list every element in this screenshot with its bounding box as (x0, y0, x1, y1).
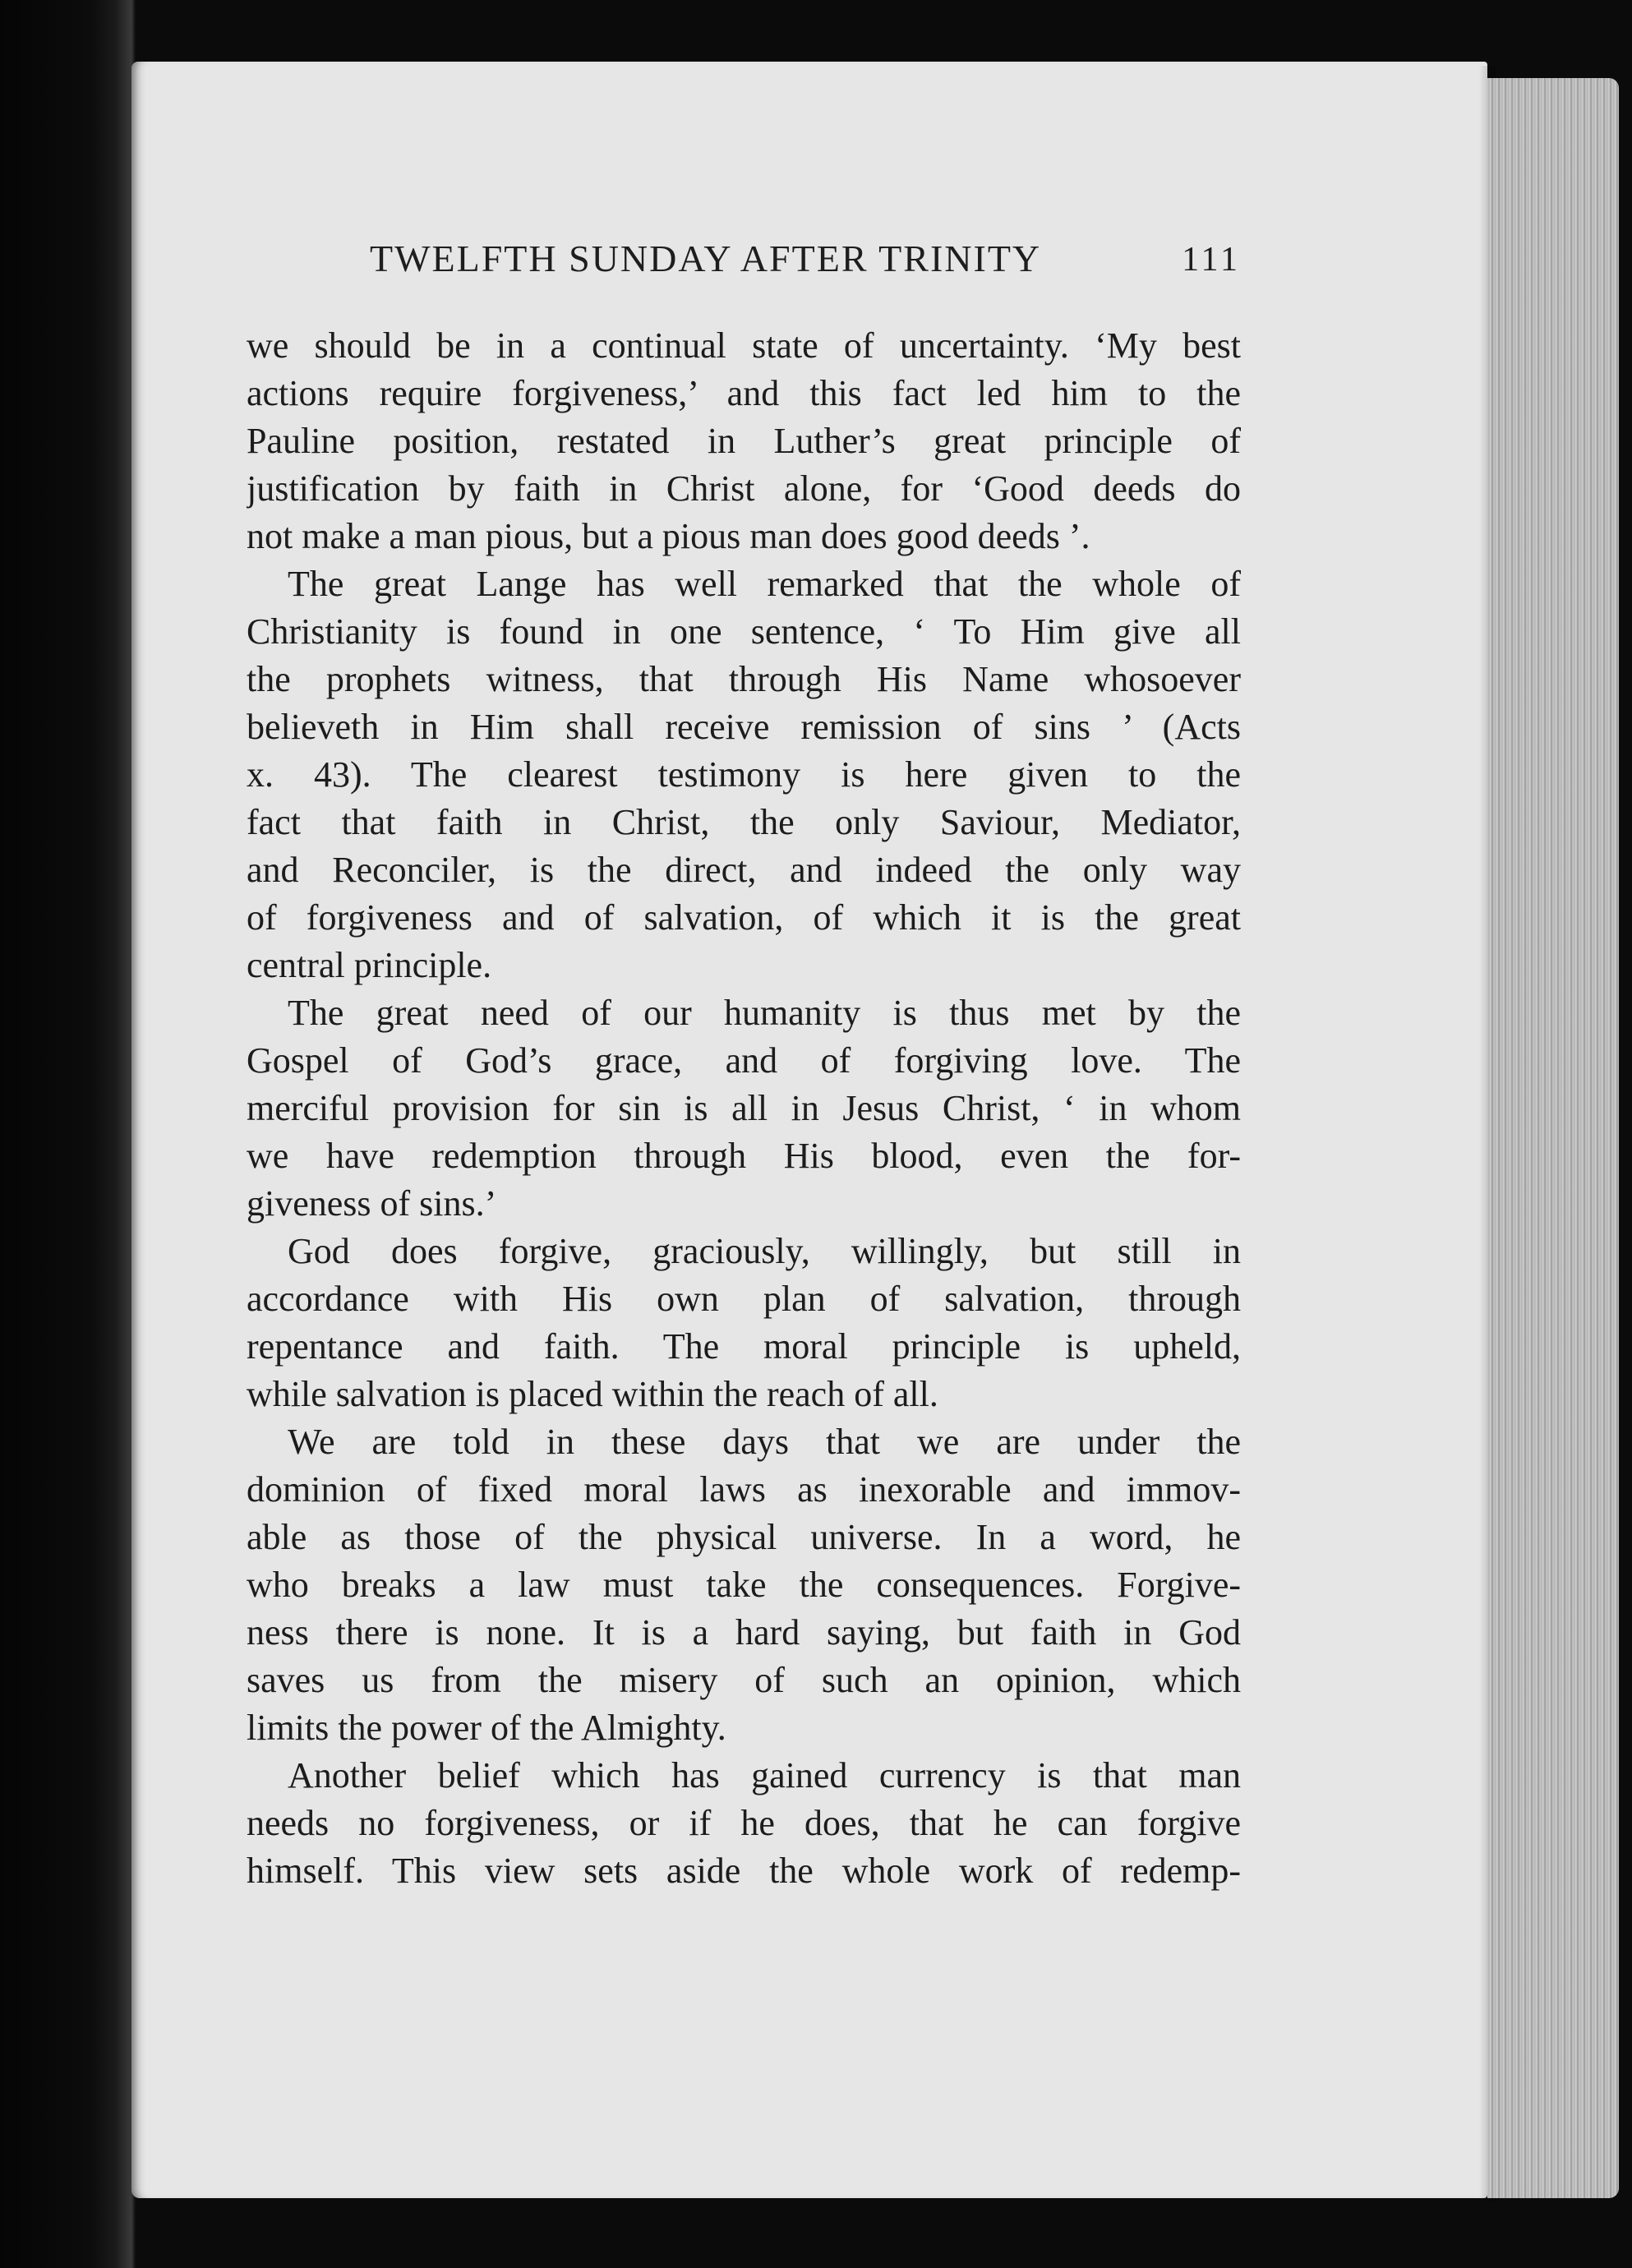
text-line: giveness of sins.’ (247, 1183, 497, 1224)
text-line: we should be in a continual state of uncertainty. ‘My best (247, 325, 1241, 366)
text-line: x. 43). The clearest testimony is here given to the (247, 754, 1241, 795)
page-number: 111 (1182, 241, 1241, 279)
text-line: We are told in these days that we are under the (288, 1422, 1241, 1462)
text-line: accordance with His own plan of salvation, through (247, 1279, 1241, 1319)
text-line: believeth in Him shall receive remission of sins ’ (Acts (247, 707, 1241, 747)
text-line: we have redemption through His blood, even the for- (247, 1136, 1241, 1176)
text-line: repentance and faith. The moral principle is upheld, (247, 1326, 1241, 1367)
text-line: ness there is none. It is a hard saying, but faith in God (247, 1612, 1241, 1653)
text-line: needs no forgiveness, or if he does, that he can forgive (247, 1803, 1241, 1843)
text-line: while salvation is placed within the reach of all. (247, 1374, 938, 1414)
text-line: Christianity is found in one sentence, ‘ To Him give all (247, 611, 1241, 652)
text-line: fact that faith in Christ, the only Saviour, Mediator, (247, 802, 1241, 842)
text-line: himself. This view sets aside the whole work of redemp- (247, 1851, 1241, 1891)
running-head (247, 237, 1241, 294)
text-line: Pauline position, restated in Luther’s great principle of (247, 421, 1241, 461)
text-line: merciful provision for sin is all in Jesus Christ, ‘ in whom (247, 1088, 1241, 1128)
text-line: actions require forgiveness,’ and this fact led him to the (247, 373, 1241, 413)
text-line: and Reconciler, is the direct, and indeed the only way (247, 850, 1241, 890)
running-head-title: TWELFTH SUNDAY AFTER TRINITY (370, 237, 1042, 279)
body-text (247, 322, 1241, 1895)
text-line: central principle. (247, 945, 492, 985)
book-spine-shadow (0, 0, 136, 2268)
text-line: who breaks a law must take the consequences. Forgive- (247, 1565, 1241, 1605)
text-line: saves us from the misery of such an opinion, which (247, 1660, 1241, 1700)
text-line: dominion of fixed moral laws as inexorable and immov- (247, 1469, 1241, 1510)
text-line: justification by faith in Christ alone, for ‘Good deeds do (247, 468, 1241, 509)
text-line: Another belief which has gained currency is that man (288, 1755, 1241, 1796)
page-block-edges (1487, 78, 1619, 2198)
text-line: not make a man pious, but a pious man does good deeds ’. (247, 516, 1090, 556)
text-line: The great need of our humanity is thus met by the (288, 993, 1241, 1033)
text-line: the prophets witness, that through His Name whosoever (247, 659, 1241, 699)
text-line: God does forgive, graciously, willingly, but still in (288, 1231, 1241, 1271)
text-line: able as those of the physical universe. In a word, he (247, 1517, 1241, 1557)
text-line: Gospel of God’s grace, and of forgiving love. The (247, 1040, 1241, 1081)
text-line: of forgiveness and of salvation, of which it is the great (247, 897, 1241, 938)
text-line: limits the power of the Almighty. (247, 1708, 726, 1748)
text-line: The great Lange has well remarked that the whole of (288, 564, 1241, 604)
